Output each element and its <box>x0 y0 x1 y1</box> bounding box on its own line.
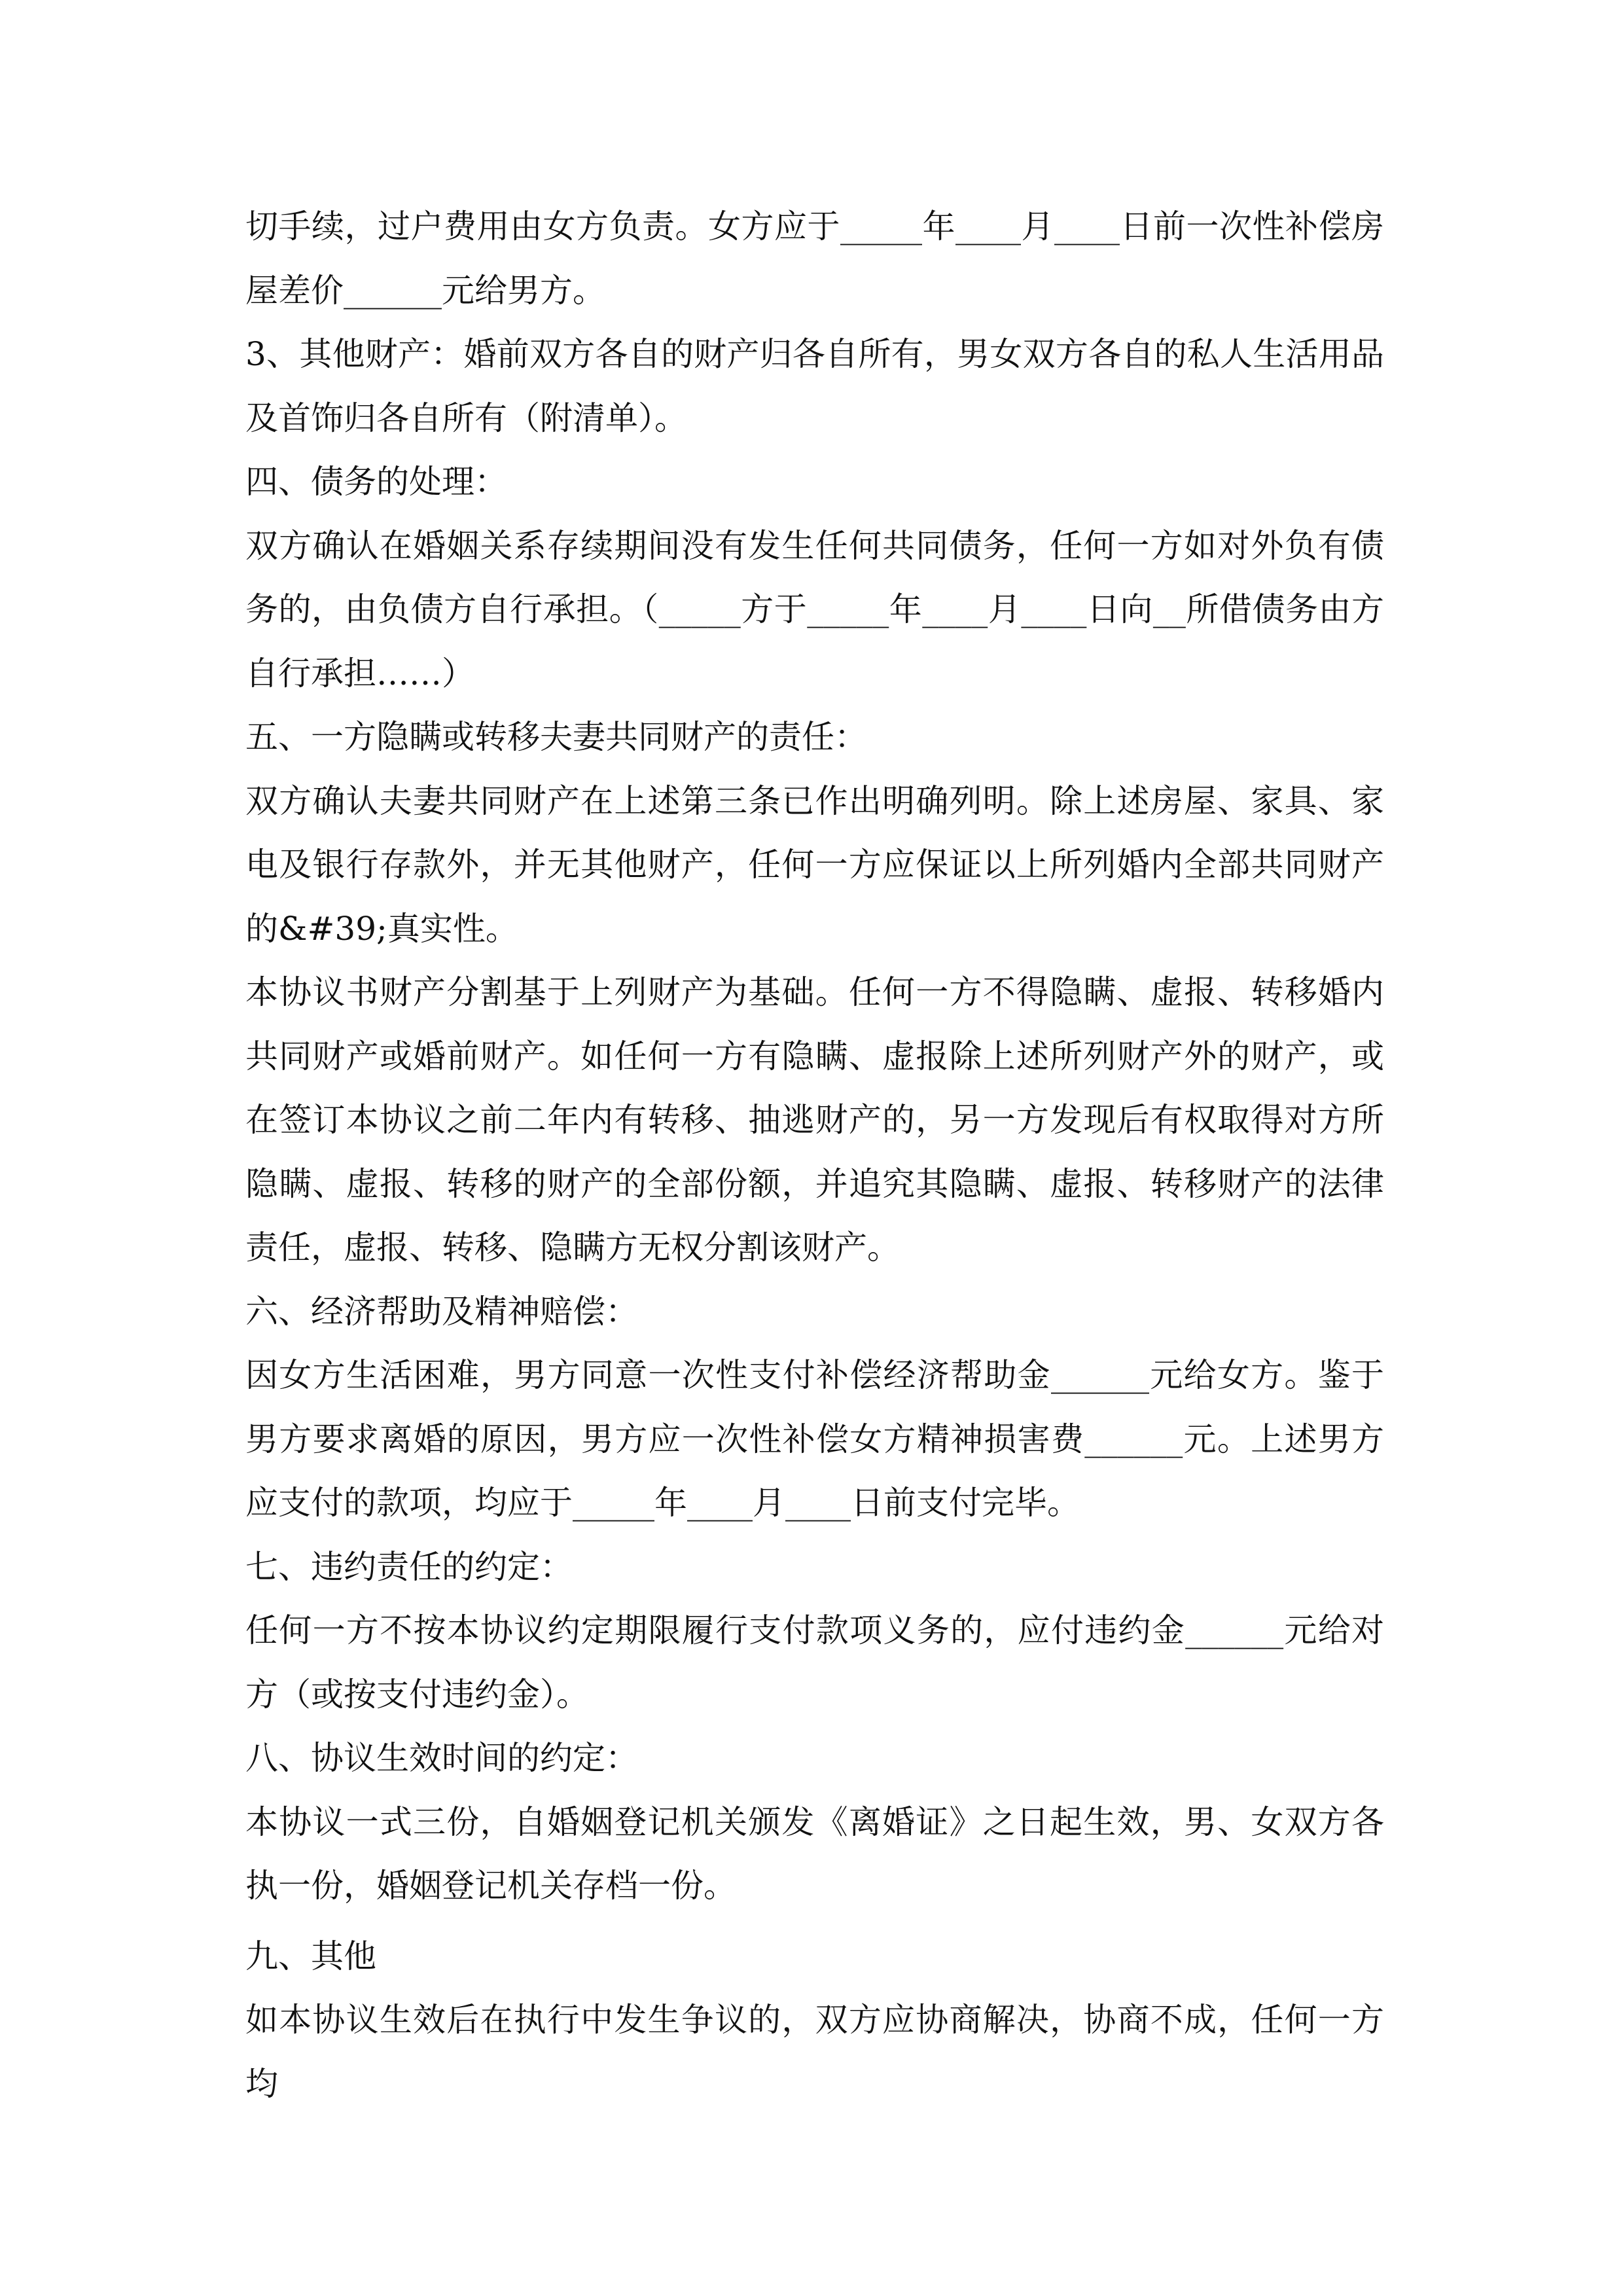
paragraph-compensation: 因女方生活困难，男方同意一次性支付补偿经济帮助金______元给女方。鉴于男方要求离婚的原因，男方应一次性补偿女方精神损害费______元。上述男方应支付的款项，均应于_____年____月____日前支付完毕。 <box>245 1356 1384 1522</box>
paragraph-other-property: 3、其他财产：婚前双方各自的财产归各自所有，男女双方各自的私人生活用品及首饰归各自所有（附清单）。 <box>245 335 1384 437</box>
section-heading-concealment: 五、一方隐瞒或转移夫妻共同财产的责任： <box>245 718 867 756</box>
paragraph-property-confirmation: 双方确认夫妻共同财产在上述第三条已作出明确列明。除上述房屋、家具、家电及银行存款外，并无其他财产，任何一方应保证以上所列婚内全部共同财产的&#39;真实性。 <box>245 781 1384 948</box>
paragraph-breach: 任何一方不按本协议约定期限履行支付款项义务的，应付违约金______元给对方（或按支付违约金）。 <box>245 1611 1384 1713</box>
section-heading-other: 九、其他 <box>245 1937 376 1975</box>
section-heading-breach: 七、违约责任的约定： <box>245 1547 573 1586</box>
section-heading-effective-date: 八、协议生效时间的约定： <box>245 1739 638 1777</box>
paragraph-disputes: 如本协议生效后在执行中发生争议的，双方应协商解决，协商不成，任何一方均 <box>245 2001 1384 2103</box>
document-body <box>245 195 1384 2116</box>
paragraph-concealment-liability: 本协议书财产分割基于上列财产为基础。任何一方不得隐瞒、虚报、转移婚内共同财产或婚前财产。如任何一方有隐瞒、虚报除上述所列财产外的财产，或在签订本协议之前二年内有转移、抽逃财产的，另一方发现后有权取得对方所隐瞒、虚报、转移的财产的全部份额，并追究其隐瞒、虚报、转移财产的法律责任，虚报、转移、隐瞒方无权分割该财产。 <box>245 973 1384 1266</box>
paragraph-debts: 双方确认在婚姻关系存续期间没有发生任何共同债务，任何一方如对外负有债务的，由负债方自行承担。（_____方于_____年____月____日向__所借债务由方自行承担……） <box>245 526 1384 692</box>
paragraph-effective-date: 本协议一式三份，自婚姻登记机关颁发《离婚证》之日起生效，男、女双方各执一份，婚姻登记机关存档一份。 <box>245 1803 1384 1905</box>
section-heading-compensation: 六、经济帮助及精神赔偿： <box>245 1292 638 1331</box>
paragraph-transfer-procedures: 切手续，过户费用由女方负责。女方应于_____年____月____日前一次性补偿房屋差价______元给男方。 <box>245 207 1384 310</box>
spacer <box>245 1918 1384 1925</box>
section-heading-debts: 四、债务的处理： <box>245 463 507 501</box>
